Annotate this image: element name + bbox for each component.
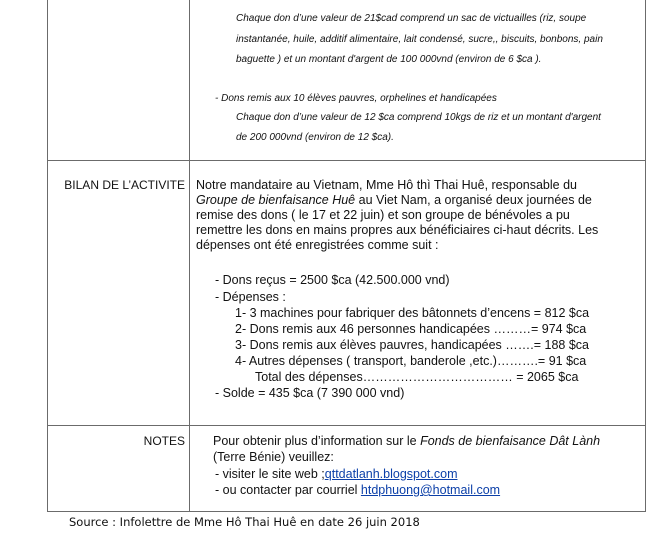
top-line-4: Chaque don d’une valeur de 12 $ca comprend 10kgs de riz et un montant d'argent [236,112,601,123]
source-caption: Source : Infolettre de Mme Hô Thai Huê en date 26 juin 2018 [69,515,420,529]
top-line-2: instantanée, huile, additif alimentaire, lait condensé, sucre,, biscuits, bonbons, pain [236,34,603,45]
top-line-5: de 200 000vnd (environ de 12 $ca). [236,132,394,143]
dons-recus: - Dons reçus = 2500 $ca (42.500.000 vnd) [215,273,450,287]
bilan-line-2 [196,193,636,208]
bilan-line-3: remise des dons ( le 17 et 22 juin) et son groupe de bénévoles a pu [196,208,570,222]
website-link[interactable]: qttdatlanh.blogspot.com [324,467,458,481]
top-line-1: Chaque don d’une valeur de 21$cad comprend un sac de victuailles (riz, soupe [236,13,587,24]
bilan-text [196,178,636,253]
row-divider-1 [47,160,646,161]
solde: - Solde = 435 $ca (7 390 000 vnd) [215,386,405,400]
bilan-label: BILAN DE L’ACTIVITE [64,178,185,192]
top-line-3: baguette ) et un montant d'argent de 100 000vnd (environ de 6 $ca ). [236,54,542,65]
row-divider-2 [47,425,646,426]
notes-line-3 [215,467,458,482]
notes-line-4 [215,483,500,498]
expense-item-1: 1- 3 machines pour fabriquer des bâtonnets d’encens = 812 $ca [235,306,590,320]
expense-item-4: 4- Autres dépenses ( transport, banderole ,etc.)……….= 91 $ca [235,354,587,368]
top-bullet: - Dons remis aux 10 élèves pauvres, orphelines et handicapées [215,93,497,104]
expense-total: Total des dépenses……………………………… = 2065 $ca [255,370,579,384]
website-prefix: - visiter le site web ; [215,467,325,481]
notes-line-1-text: Pour obtenir plus d’information sur le [213,434,421,448]
notes-line-2: (Terre Bénie) veuillez: [213,450,334,464]
bilan-line-4: remettre les dons en mains propres aux bénéficiaires ci-haut décrits. Les [196,223,599,237]
column-divider [189,0,190,512]
expense-item-3: 3- Dons remis aux élèves pauvres, handicapées …….= 188 $ca [235,338,590,352]
bilan-line-5: dépenses ont été enregistrées comme suit : [196,238,439,252]
email-link[interactable]: htdphuong@hotmail.com [360,483,501,497]
depenses-label: - Dépenses : [215,290,286,304]
group-name: Groupe de bienfaisance Huê [196,193,356,207]
expense-item-2: 2- Dons remis aux 46 personnes handicapées ………= 974 $ca [235,322,587,336]
bilan-line-2-rest: au Viet Nam, a organisé deux journées de [355,193,592,207]
bilan-line-1: Notre mandataire au Vietnam, Mme Hô thì Thai Huê, responsable du [196,178,577,192]
notes-line-1 [213,434,600,449]
email-prefix: - ou contacter par courriel [215,483,361,497]
fund-name: Fonds de bienfaisance Dât Lành [420,434,601,448]
notes-label: NOTES [143,434,185,448]
